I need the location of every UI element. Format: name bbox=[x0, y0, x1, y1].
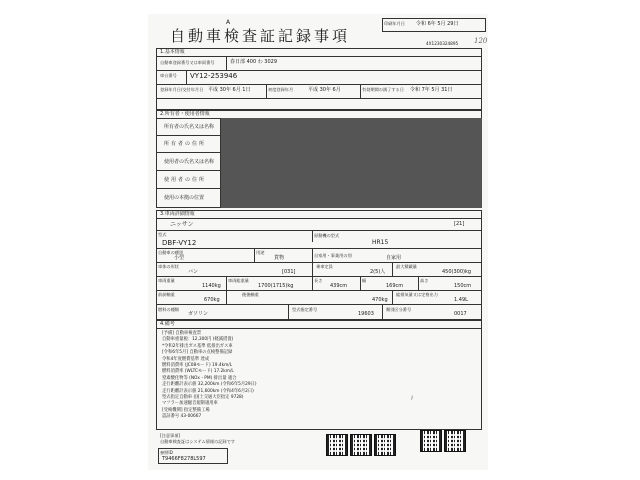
document-number: 4X1230324895 bbox=[426, 41, 459, 46]
class-number-value: 0017 bbox=[454, 311, 467, 317]
front-axle-label: 前前軸重 bbox=[158, 292, 175, 297]
gross-label: 車両総重量 bbox=[228, 278, 249, 283]
remark-line: 燃料消費率 (JC08モード) 19.4km/L bbox=[162, 363, 233, 368]
purpose-label: 自家用・事業用の別 bbox=[314, 253, 352, 258]
first-year-value: 平成 30年 6月 bbox=[308, 87, 341, 93]
purpose-value: 自家用 bbox=[386, 255, 402, 261]
qr-code-icon bbox=[444, 430, 466, 452]
first-registration-value: 平成 30年 6月 1日 bbox=[208, 87, 251, 93]
body-code: [031] bbox=[282, 269, 296, 275]
remark-line: 認証番号 43-00667 bbox=[162, 414, 202, 420]
type-number-label: 型式指定番号 bbox=[292, 307, 318, 312]
qr-code-icon bbox=[326, 434, 348, 456]
reference-id-label: 参照ID bbox=[160, 450, 173, 455]
maker-value: ニッサン bbox=[170, 221, 194, 228]
first-year-label: 初度登録年月 bbox=[268, 87, 294, 92]
height-value: 150cm bbox=[454, 283, 472, 289]
remark-line: 走行距離計表示値 21,600km (令和4年6月2日) bbox=[162, 388, 254, 394]
qr-code-icon bbox=[374, 434, 396, 456]
base-location-label: 使用の本拠の位置 bbox=[164, 195, 205, 201]
use-label: 用途 bbox=[256, 250, 265, 255]
fuel-value: ガソリン bbox=[188, 311, 209, 317]
owner-address-label: 所有者の住所 bbox=[164, 141, 207, 147]
length-label: 長さ bbox=[314, 278, 323, 283]
body-value: バン bbox=[188, 269, 199, 275]
gross-value: 1700(1715)kg bbox=[258, 283, 294, 289]
reference-id-value: T9466F8278L597 bbox=[162, 456, 206, 462]
remark-line: 窒素酸化物等 (NOx・PM) 排出量 適合 bbox=[162, 375, 237, 381]
expiry-label: 有効期間の満了する日 bbox=[362, 87, 404, 92]
owner-name-label: 所有者の氏名又は名称 bbox=[164, 124, 215, 130]
height-label: 高さ bbox=[420, 278, 429, 283]
qr-code-icon bbox=[420, 430, 442, 452]
registration-value: 春日部 400 わ 3029 bbox=[230, 59, 278, 65]
issue-date-label: 印刷年月日 bbox=[384, 21, 405, 26]
model-label: 型式 bbox=[158, 232, 167, 237]
remark-line: 令和4年度燃費基準 達成 bbox=[162, 356, 210, 362]
notice-text: 自動車検査証はシステム情報の記録です bbox=[160, 439, 235, 444]
weight-value: 1140kg bbox=[202, 283, 221, 289]
first-registration-label: 登録年月日/交付年月日 bbox=[160, 87, 204, 92]
section-heading: 2.所有者・使用者情報 bbox=[160, 111, 210, 117]
load-label: 最大積載量 bbox=[396, 264, 417, 269]
remark-line: [令和6年5月] 自動車の点検整備記録 bbox=[162, 350, 233, 356]
width-label: 幅 bbox=[362, 278, 367, 283]
displacement-label: 総排気量又は定格出力 bbox=[396, 292, 438, 297]
displacement-value: 1.49L bbox=[454, 297, 468, 303]
page-title: 自動車検査証記録事項 bbox=[170, 27, 351, 45]
user-address-label: 使用者の住所 bbox=[164, 177, 207, 183]
length-value: 439cm bbox=[330, 283, 348, 289]
remark-line: [受検機関] 指定整備工場 bbox=[162, 407, 210, 413]
expiry-value: 令和 7年 5月 31日 bbox=[410, 87, 453, 93]
capacity-value: 2(5)人 bbox=[370, 269, 386, 275]
qr-code-icon bbox=[350, 434, 372, 456]
notice-label: [注意事項] bbox=[160, 433, 181, 438]
user-name-label: 使用者の氏名又は名称 bbox=[164, 159, 215, 165]
body-label: 車体の形状 bbox=[158, 264, 179, 269]
handwritten-note: 120 bbox=[474, 37, 488, 45]
section-heading: 1.基本情報 bbox=[160, 49, 185, 55]
remark-line: *令和2年排出ガス基準 低排出ガス車 bbox=[162, 343, 233, 349]
remark-line: 自動車重量税：12,300円 (軽減措置) bbox=[162, 337, 234, 343]
corner-mark: A bbox=[226, 19, 231, 26]
remark-line: [予備] 自動車検査票 bbox=[162, 331, 202, 336]
chassis-label: 車台番号 bbox=[160, 73, 177, 78]
type-number-value: 19603 bbox=[358, 311, 374, 317]
maker-code: [21] bbox=[454, 221, 465, 227]
section-heading: 3.車両詳細情報 bbox=[160, 211, 195, 217]
issue-date-value: 令和 6年 5月 29日 bbox=[416, 21, 459, 27]
remark-line: 燃料消費率 (WLTCモード) 17.2km/L bbox=[162, 369, 234, 375]
model-value: DBF-VY12 bbox=[162, 239, 197, 247]
kind-label: 自動車の種別 bbox=[158, 250, 184, 255]
registration-label: 自動車登録番号又は車両番号 bbox=[160, 60, 215, 65]
class-number-label: 類別区分番号 bbox=[386, 307, 412, 312]
weight-label: 車両重量 bbox=[158, 278, 175, 283]
rear-axle-label: 後後軸重 bbox=[242, 292, 259, 297]
load-value: 450(300)kg bbox=[442, 269, 472, 275]
remark-line: マフラー加速騒音規制適用車 bbox=[162, 401, 218, 407]
rear-axle-value: 470kg bbox=[372, 297, 388, 303]
fuel-label: 燃料の種類 bbox=[158, 307, 179, 312]
remark-line: 走行距離計表示値 32,200km (令和6年5月29日) bbox=[162, 382, 257, 388]
kind-value: 小型 bbox=[174, 255, 185, 261]
use-value: 貨物 bbox=[274, 255, 285, 261]
front-axle-value: 670kg bbox=[204, 297, 220, 303]
redacted-block bbox=[221, 118, 482, 208]
engine-label: 原動機の型式 bbox=[314, 233, 340, 238]
capacity-label: 乗車定員 bbox=[316, 264, 333, 269]
chassis-value: VY12-253946 bbox=[190, 72, 238, 80]
remark-line: 型式指定自動車 (国土交通大臣指定 9728) bbox=[162, 395, 244, 400]
section-heading: 4.備考 bbox=[160, 321, 175, 327]
width-value: 169cm bbox=[386, 283, 404, 289]
handwritten-mark: ﾄ bbox=[410, 395, 414, 402]
engine-value: HR15 bbox=[372, 239, 389, 246]
